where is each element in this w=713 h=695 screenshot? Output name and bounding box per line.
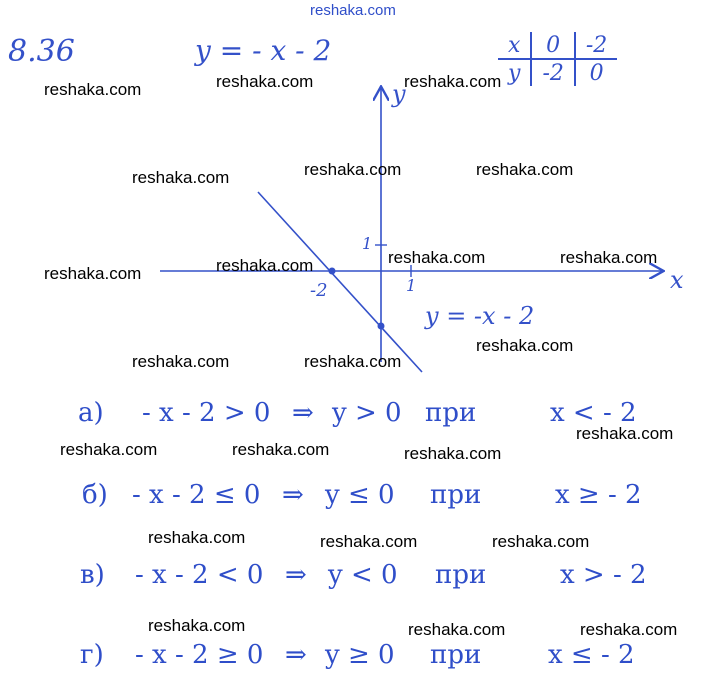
- equation-title: y = - x - 2: [195, 34, 332, 67]
- line-label: y = -x - 2: [425, 302, 535, 330]
- table-cell: 0: [531, 32, 574, 59]
- site-header[interactable]: reshaka.com: [310, 2, 396, 19]
- table-cell: -2: [575, 32, 617, 59]
- watermark: reshaka.com: [148, 616, 246, 635]
- watermark: reshaka.com: [44, 80, 142, 99]
- watermark: reshaka.com: [216, 72, 314, 91]
- watermark: reshaka.com: [60, 440, 158, 459]
- answer-expression: - x - 2 < 0: [135, 560, 264, 590]
- watermark: reshaka.com: [132, 352, 230, 371]
- answer-condition: x ≤ - 2: [548, 640, 635, 670]
- answer-result: y ≤ 0: [325, 480, 395, 510]
- tick-x-label: 1: [406, 276, 417, 295]
- answer-letter: в): [80, 560, 105, 590]
- answer-word: при: [430, 480, 482, 510]
- answer-condition: x < - 2: [550, 398, 637, 428]
- watermark: reshaka.com: [148, 528, 246, 547]
- answer-result: y < 0: [328, 560, 398, 590]
- watermark: reshaka.com: [476, 336, 574, 355]
- watermark: reshaka.com: [320, 532, 418, 551]
- implies-arrow: ⇒: [282, 480, 304, 510]
- watermark: reshaka.com: [404, 444, 502, 463]
- watermark: reshaka.com: [304, 160, 402, 179]
- watermark: reshaka.com: [304, 352, 402, 371]
- answer-letter: б): [82, 480, 108, 510]
- table-cell: 0: [575, 59, 617, 86]
- answer-expression: - x - 2 > 0: [142, 398, 271, 428]
- tick-y-label: 1: [362, 234, 373, 253]
- watermark: reshaka.com: [580, 620, 678, 639]
- watermark: reshaka.com: [408, 620, 506, 639]
- watermark: reshaka.com: [476, 160, 574, 179]
- answer-expression: - x - 2 ≤ 0: [132, 480, 261, 510]
- watermark: reshaka.com: [132, 168, 230, 187]
- watermark: reshaka.com: [216, 256, 314, 275]
- point-y-intercept: [378, 323, 385, 330]
- implies-arrow: ⇒: [292, 398, 314, 428]
- answer-letter: а): [78, 398, 104, 428]
- x-axis-label: x: [670, 266, 684, 294]
- answer-condition: x ≥ - 2: [555, 480, 642, 510]
- watermark: reshaka.com: [404, 72, 502, 91]
- intercept-label: -2: [310, 280, 328, 301]
- table-cell: y: [508, 60, 521, 86]
- watermark: reshaka.com: [492, 532, 590, 551]
- graph-line: [258, 192, 422, 372]
- watermark: reshaka.com: [44, 264, 142, 283]
- answer-result: y > 0: [332, 398, 402, 428]
- answer-letter: г): [80, 640, 104, 670]
- problem-number: 8.36: [8, 34, 75, 69]
- point-x-intercept: [329, 268, 336, 275]
- watermark: reshaka.com: [560, 248, 658, 267]
- answer-word: при: [430, 640, 482, 670]
- implies-arrow: ⇒: [285, 560, 307, 590]
- answer-condition: x > - 2: [560, 560, 647, 590]
- table-cell: x: [498, 32, 531, 59]
- watermark: reshaka.com: [388, 248, 486, 267]
- table-cell: -2: [531, 59, 574, 86]
- y-axis-label: y: [392, 80, 406, 108]
- implies-arrow: ⇒: [285, 640, 307, 670]
- watermark: reshaka.com: [232, 440, 330, 459]
- answer-word: при: [425, 398, 477, 428]
- answer-expression: - x - 2 ≥ 0: [135, 640, 264, 670]
- answer-result: y ≥ 0: [325, 640, 395, 670]
- answer-word: при: [435, 560, 487, 590]
- watermark: reshaka.com: [576, 424, 674, 443]
